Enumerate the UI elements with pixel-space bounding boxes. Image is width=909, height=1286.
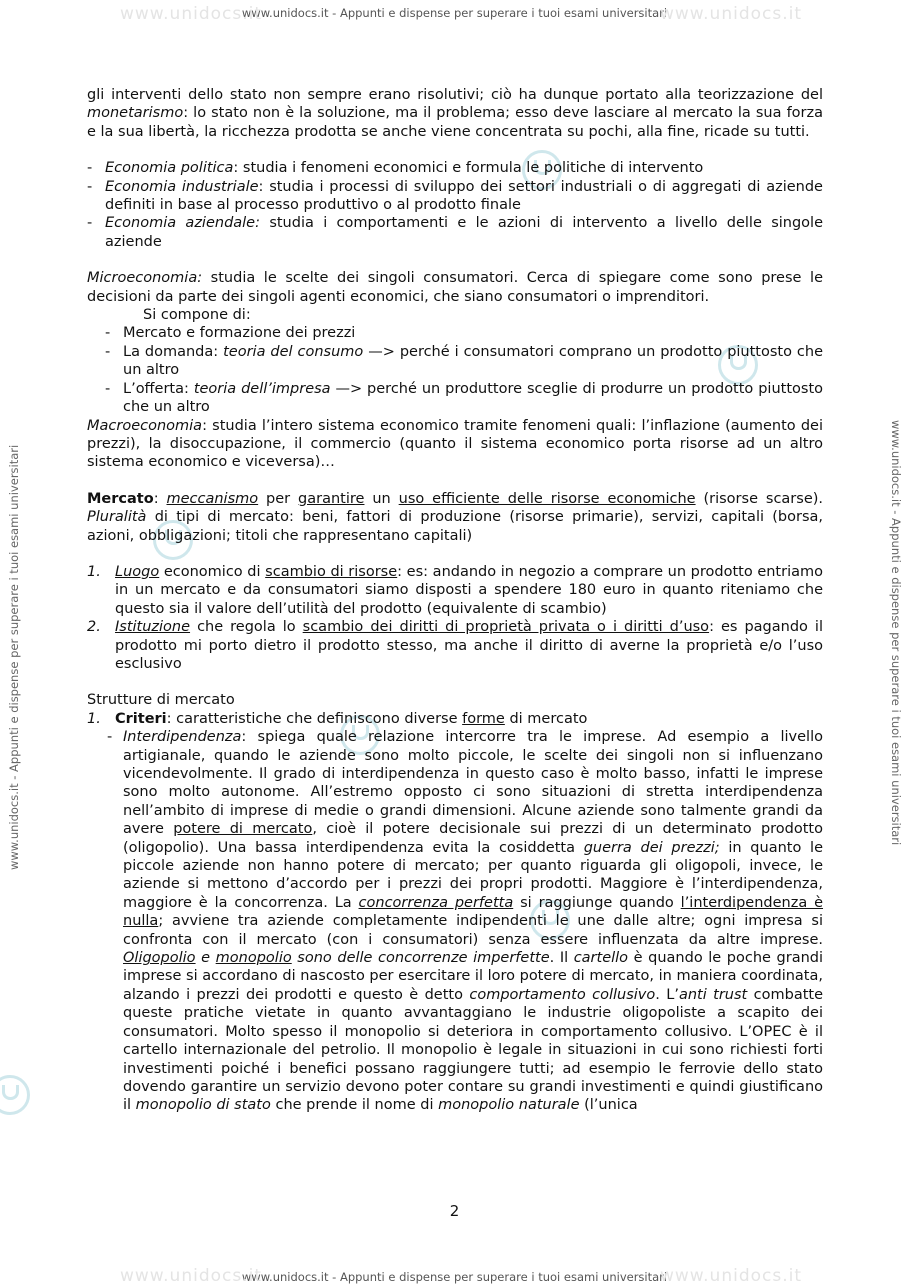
list-item: - Economia politica: studia i fenomeni economici e formula le politiche di intervento [87, 160, 704, 177]
micro-paragraph: Microeconomia: studia le scelte dei singoli consumatori. Cerca di spiegare come sono prese le decisioni da parte dei singoli agenti economici, che siano consumatori o imprenditori. [87, 270, 823, 305]
macro-paragraph: Macroeconomia: studia l’intero sistema economico tramite fenomeni quali: l’inflazione (aumento dei prezzi), la disoccupazione, il commercio (quanto il sistema economico porta risorse ad un altro sistema economico e viceversa)… [87, 417, 823, 471]
watermark-top: www.unidocs.it - Appunti e dispense per superare i tuoi esami universitari [241, 6, 668, 20]
watermark-ghost-bottom-left: www.unidocs.it [120, 1266, 263, 1286]
document-body [87, 86, 823, 1115]
watermark-side-left: www.unidocs.it - Appunti e dispense per superare i tuoi esami universitari [7, 444, 21, 870]
page-number: 2 [449, 1202, 460, 1220]
watermark-ghost-bottom-right: www.unidocs.it [660, 1266, 803, 1286]
watermark-logo-icon [0, 1075, 30, 1115]
micro-compone: Si compone di: [143, 307, 251, 324]
watermark-ghost-top-right: www.unidocs.it [660, 4, 803, 24]
watermark-ghost-top-left: www.unidocs.it [120, 4, 263, 24]
intro-paragraph: gli interventi dello stato non sempre erano risolutivi; ciò ha dunque portato alla teorizzazione del monetarismo: lo stato non è la soluzione, ma il problema; esso deve lasciare al mercato la sua forza e la sua libertà, la ricchezza prodotta se anche viene concentrata su pochi, alla fine, ricade su tutti. [87, 87, 823, 140]
list-item: - L’offerta: teoria dell’impresa —> perché un produttore sceglie di produrre un prodotto piuttosto che un altro [105, 380, 823, 416]
list-item: - Economia aziendale: studia i comportamenti e le azioni di intervento a livello delle singole aziende [87, 215, 823, 250]
market-definitions-list [87, 563, 823, 673]
mercato-paragraph: Mercato: meccanismo per garantire un uso efficiente delle risorse economiche (risorse scarse). Pluralità di tipi di mercato: beni, fattori di produzione (risorse primarie), servizi, capitali (borsa, azioni, obbligazioni; titoli che rappresentano capitali) [87, 490, 824, 544]
economy-branches-list [87, 159, 823, 251]
watermark-side-right: www.unidocs.it - Appunti e dispense per superare i tuoi esami universitari [889, 420, 903, 846]
list-item: 2. Istituzione che regola lo scambio dei diritti di proprietà privata o i diritti d’uso: es pagando il prodotto mi porto dietro il prodotto stesso, ma anche il diritto di averne la proprietà e/o l’uso esclusivo [87, 619, 823, 672]
watermark-bottom: www.unidocs.it - Appunti e dispense per superare i tuoi esami universitari [241, 1270, 668, 1284]
list-item: - La domanda: teoria del consumo —> perché i consumatori comprano un prodotto piuttosto che un altro [105, 343, 823, 379]
micro-list [87, 324, 823, 416]
list-item: - Mercato e formazione dei prezzi [105, 325, 356, 342]
section-title: Strutture di mercato [87, 692, 235, 709]
list-item: 1. Criteri: caratteristiche che definiscono diverse forme di mercato [87, 710, 588, 727]
list-item: 1. Luogo economico di scambio di risorse: es: andando in negozio a comprare un prodotto entriamo in un mercato e da consumatori siamo disposti a spendere 180 euro in quanto riteniamo che questo sia il valore dell’utilità del prodotto (equivalente di scambio) [87, 563, 823, 617]
list-item: - Economia industriale: studia i processi di sviluppo dei settori industriali o di aggregati di aziende definiti in base al processo produttivo o al prodotto finale [87, 178, 823, 214]
interdipendenza-paragraph: - Interdipendenza: spiega quale relazione intercorre tra le imprese. Ad esempio a livello artigianale, quando le aziende sono molto piccole, le scelte dei singoli non si influenzano vicendevolmente. Il grado di interdipendenza in questo caso è molto basso, infatti le imprese sono molto autonome. All’estremo opposto ci sono situazioni di stretta interdipendenza nell’ambito di imprese di medie o grandi dimensioni. Alcune aziende sono talmente grandi da avere potere di mercato, cioè il potere decisionale sui prezzi di un determinato prodotto (oligopolio). Una bassa interdipendenza evita la cosiddetta guerra dei prezzi; in quanto le piccole aziende non hanno potere di mercato; per quanto riguarda gli oligopoli, invece, le aziende si mettono d’accordo per i prezzi dei propri prodotti. Maggiore è l’interdipendenza, maggiore è la concorrenza. La concorrenza perfetta si raggiunge quando l’interdipendenza è nulla; avviene tra aziende completamente indipendenti le une dalle altre; ogni impresa si confronta con il mercato (con i consumatori) senza essere influenzata da altre imprese. Oligopolio e monopolio sono delle concorrenze imperfette. Il cartello è quando le poche grandi imprese si accordano di nascosto per esercitare il loro potere di mercato, in maniera coordinata, alzando i prezzi dei prodotti e questo è detto comportamento collusivo. L’anti trust combatte queste pratiche vietate in quanto avvantaggiano le industrie oligopoliste a scapito dei consumatori. Molto spesso il monopolio si deteriora in comportamento collusivo. L’OPEC è il cartello internazionale del petrolio. Il monopolio è legale in situazioni in cui sono richiesti forti investimenti poiché i benefici possano raggiungere tutti; ad esempio le ferrovie dello stato dovendo garantire un servizio devono poter contare su grandi investimenti e quindi giustificano il monopolio di stato che prende il nome di monopolio naturale (l’unica [107, 729, 824, 1114]
